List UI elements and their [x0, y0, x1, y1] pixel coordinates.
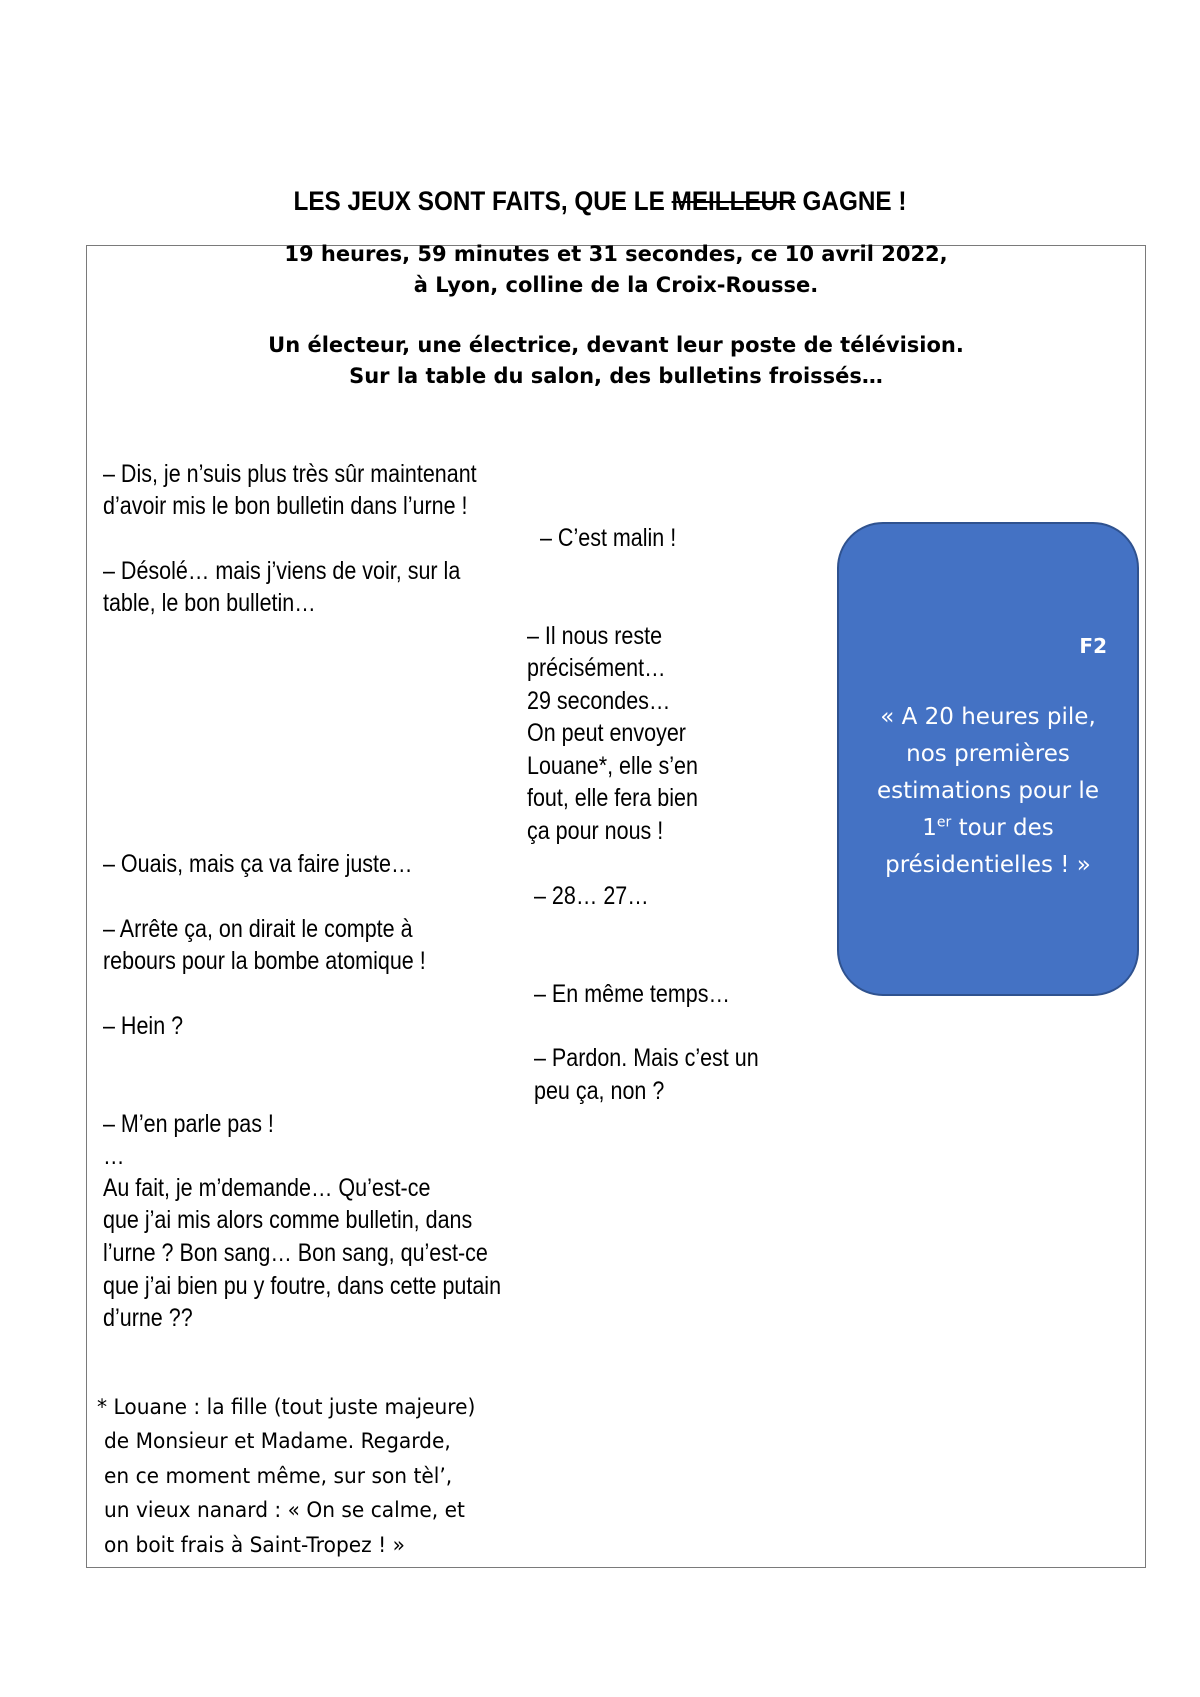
- tv-message-line: [839, 810, 1137, 847]
- tv-message: [839, 699, 1137, 884]
- right-line: Louane*, elle s’en: [527, 752, 698, 780]
- left-line: Au fait, je m’demande… Qu’est-ce: [103, 1174, 431, 1202]
- footnote-line: en ce moment même, sur son tèl’,: [104, 1464, 453, 1488]
- right-line: peu ça, non ?: [534, 1077, 665, 1105]
- title-part-2: GAGNE !: [795, 186, 907, 216]
- right-line: – Il nous reste: [527, 622, 663, 650]
- intro-line-1: 19 heures, 59 minutes et 31 secondes, ce 10 avril 2022,: [284, 242, 948, 266]
- tv-screen-box: [837, 522, 1139, 996]
- tv-message-line: « A 20 heures pile,: [880, 704, 1096, 730]
- left-line: – Dis, je n’suis plus très sûr maintenant: [103, 460, 477, 488]
- tv-message-line: nos premières: [906, 741, 1070, 767]
- ordinal-number: 1: [922, 815, 937, 841]
- left-line: que j’ai bien pu y foutre, dans cette putain: [103, 1272, 502, 1300]
- footnote-line: de Monsieur et Madame. Regarde,: [104, 1429, 451, 1453]
- intro-line-2: à Lyon, colline de la Croix-Rousse.: [413, 273, 819, 297]
- left-line: – Hein ?: [103, 1012, 184, 1040]
- page-title: [60, 186, 1140, 217]
- tv-message-text: tour des: [951, 815, 1054, 841]
- ordinal-suffix: er: [936, 814, 952, 831]
- left-line: – M’en parle pas !: [103, 1110, 274, 1138]
- right-line: – Pardon. Mais c’est un: [534, 1044, 759, 1072]
- right-line: précisément…: [527, 654, 666, 682]
- right-line: – 28… 27…: [534, 882, 649, 910]
- right-line: – C’est malin !: [540, 524, 677, 552]
- footnote-line: * Louane : la fille (tout juste majeure): [97, 1395, 476, 1419]
- left-line: d’avoir mis le bon bulletin dans l’urne !: [103, 492, 468, 520]
- left-line: …: [103, 1142, 125, 1170]
- left-line: que j’ai mis alors comme bulletin, dans: [103, 1206, 473, 1234]
- left-line: – Arrête ça, on dirait le compte à: [103, 915, 413, 943]
- tv-message-line: estimations pour le: [877, 778, 1099, 804]
- left-line: l’urne ? Bon sang… Bon sang, qu’est-ce: [103, 1239, 488, 1267]
- tv-message-line: présidentielles ! »: [885, 852, 1091, 878]
- right-line: 29 secondes…: [527, 687, 671, 715]
- intro-line-3: Un électeur, une électrice, devant leur poste de télévision.: [268, 333, 964, 357]
- left-line: d’urne ??: [103, 1304, 193, 1332]
- left-line: rebours pour la bombe atomique !: [103, 947, 426, 975]
- left-line: – Désolé… mais j’viens de voir, sur la: [103, 557, 461, 585]
- right-line: – En même temps…: [534, 980, 730, 1008]
- right-line: fout, elle fera bien: [527, 784, 698, 812]
- right-line: ça pour nous !: [527, 817, 664, 845]
- footnote-line: on boit frais à Saint-Tropez ! »: [104, 1533, 405, 1557]
- right-line: On peut envoyer: [527, 719, 686, 747]
- title-part-1: LES JEUX SONT FAITS, QUE LE: [293, 186, 672, 216]
- footnote-line: un vieux nanard : « On se calme, et: [104, 1498, 465, 1522]
- intro-line-4: Sur la table du salon, des bulletins froissés…: [349, 364, 883, 388]
- left-line: – Ouais, mais ça va faire juste…: [103, 850, 413, 878]
- left-line: table, le bon bulletin…: [103, 589, 316, 617]
- channel-label: F2: [1079, 634, 1107, 658]
- title-struck-word: MEILLEUR: [671, 186, 796, 216]
